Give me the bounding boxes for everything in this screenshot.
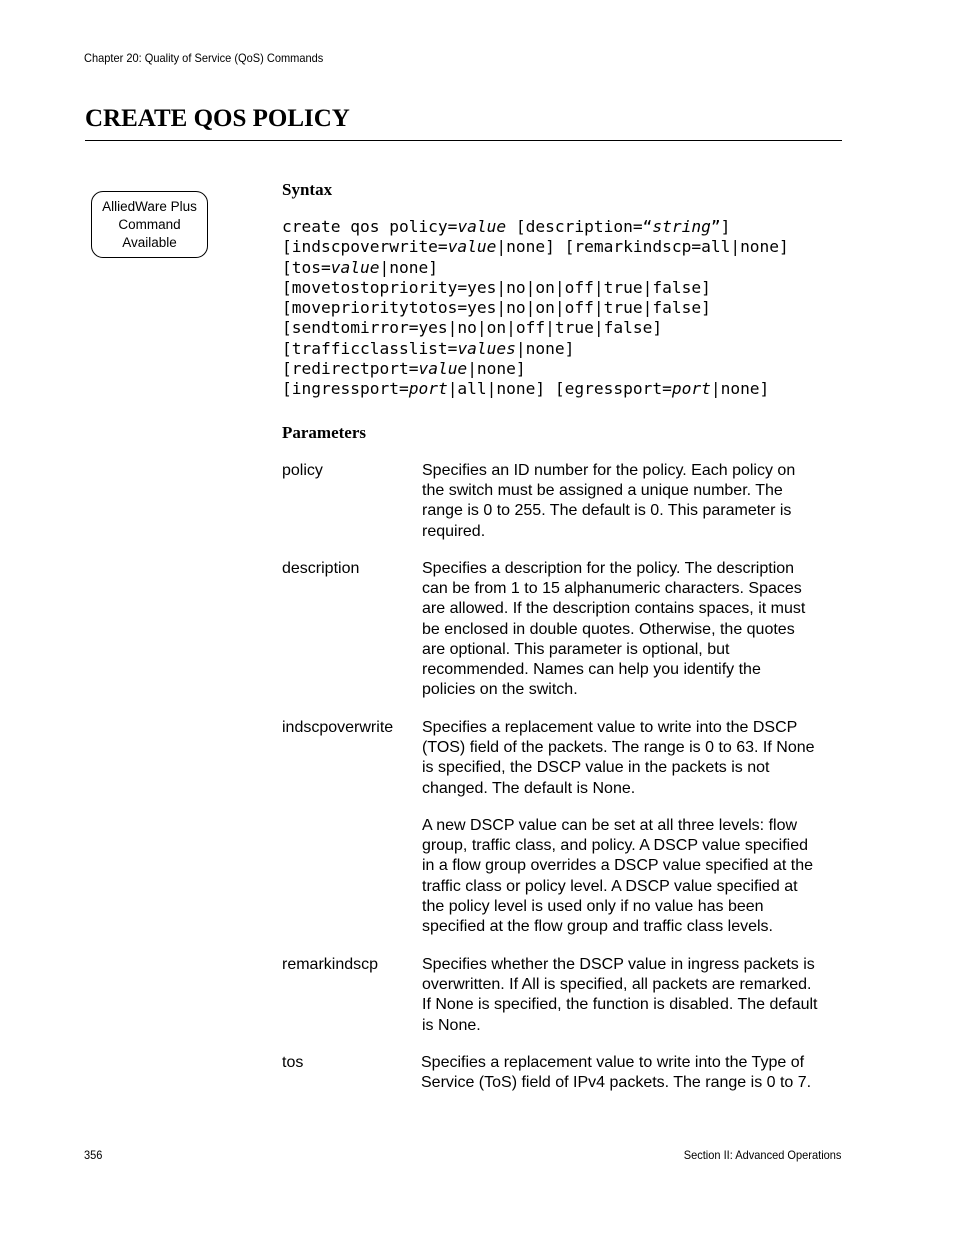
syntax-line (282, 318, 852, 338)
syntax-text: |none] (710, 379, 770, 399)
syntax-line (282, 217, 852, 237)
syntax-placeholder: string (652, 217, 711, 236)
parameter-description: Specifies an ID number for the policy. Each policy on the switch must be assigned a unique number. The range is 0 to 255. The default is 0. This parameter is required. (422, 462, 796, 540)
syntax-text: |none] (515, 338, 575, 358)
syntax-placeholder: port (671, 379, 711, 399)
parameter-name: tos (282, 1054, 304, 1071)
syntax-text: [moveprioritytotos=yes|no|on|off|true|false] (282, 298, 711, 318)
syntax-placeholder: value (418, 359, 468, 379)
syntax-line (282, 237, 852, 257)
syntax-placeholder: port (408, 379, 448, 399)
syntax-line (282, 379, 852, 399)
parameter-name: remarkindscp (282, 956, 379, 973)
badge-line-3: Available (122, 235, 177, 250)
syntax-line (282, 298, 852, 318)
syntax-text: [trafficclasslist= (282, 338, 458, 358)
syntax-text: |none] (467, 359, 526, 379)
parameter-description: Specifies a replacement value to write into the DSCP (TOS) field of the packets. The range is 0 to 63. If None is specified, the DSCP value in the packets is not changed. The default is None. (422, 719, 815, 797)
syntax-text: ”] (710, 217, 731, 236)
title-rule (85, 140, 842, 141)
badge-line-2: Command (118, 217, 181, 232)
section-footer: Section II: Advanced Operations (683, 1148, 841, 1162)
syntax-text: create qos policy= (282, 217, 458, 236)
syntax-text: [tos= (282, 257, 331, 277)
syntax-text: |all|none] [egressport= (447, 379, 672, 399)
syntax-heading: Syntax (282, 180, 333, 199)
badge-line-1: AlliedWare Plus (102, 199, 197, 214)
syntax-text: [ingressport= (282, 379, 409, 399)
syntax-placeholder: values (457, 338, 516, 358)
syntax-text: [sendtomirror=yes|no|on|off|true|false] (282, 318, 663, 338)
syntax-placeholder: value (447, 237, 497, 257)
running-header: Chapter 20: Quality of Service (QoS) Commands (84, 51, 324, 65)
parameter-description: A new DSCP value can be set at all three levels: flow group, traffic class, and policy. A DSCP value specified in a flow group overrides a DSCP value specified at the traffic class or policy level. A DSCP value specified at the policy level is used only if no value has been specified at the flow group and traffic class levels. (422, 817, 814, 936)
parameters-heading: Parameters (282, 423, 367, 442)
syntax-line (282, 339, 852, 359)
parameter-description: Specifies whether the DSCP value in ingress packets is overwritten. If All is specified, all packets are remarked. If None is specified, the function is disabled. The default is None. (422, 956, 818, 1034)
parameter-description: Specifies a description for the policy. The description can be from 1 to 15 alphanumeric characters. Spaces are allowed. If the description contains spaces, it must be enclosed in double quotes. Otherwise, the quotes are optional. This parameter is optional, but recommended. Names can help you identify the policies on the switch. (422, 560, 806, 699)
syntax-text: |none] [remarkindscp=all|none] (496, 237, 789, 257)
syntax-line (282, 359, 852, 379)
syntax-text: [description=“ (506, 217, 653, 236)
alliedware-plus-badge (91, 191, 208, 258)
syntax-text: [movetostopriority=yes|no|on|off|true|false] (282, 277, 711, 297)
parameter-name: description (282, 560, 360, 577)
page-title: CREATE QOS POLICY (85, 105, 350, 132)
page-number: 356 (84, 1148, 103, 1162)
parameter-name: indscpoverwrite (282, 719, 394, 736)
parameter-description: Specifies a replacement value to write into the Type of Service (ToS) field of IPv4 packets. The range is 0 to 7. (421, 1054, 812, 1092)
syntax-placeholder: value (457, 217, 507, 236)
syntax-placeholder: value (330, 257, 380, 277)
syntax-block (282, 217, 852, 400)
syntax-text: |none] (379, 257, 438, 277)
parameter-name: policy (282, 462, 323, 479)
syntax-line (282, 278, 852, 298)
syntax-line (282, 258, 852, 278)
syntax-text: [indscpoverwrite= (282, 237, 448, 257)
syntax-text: [redirectport= (282, 359, 419, 379)
